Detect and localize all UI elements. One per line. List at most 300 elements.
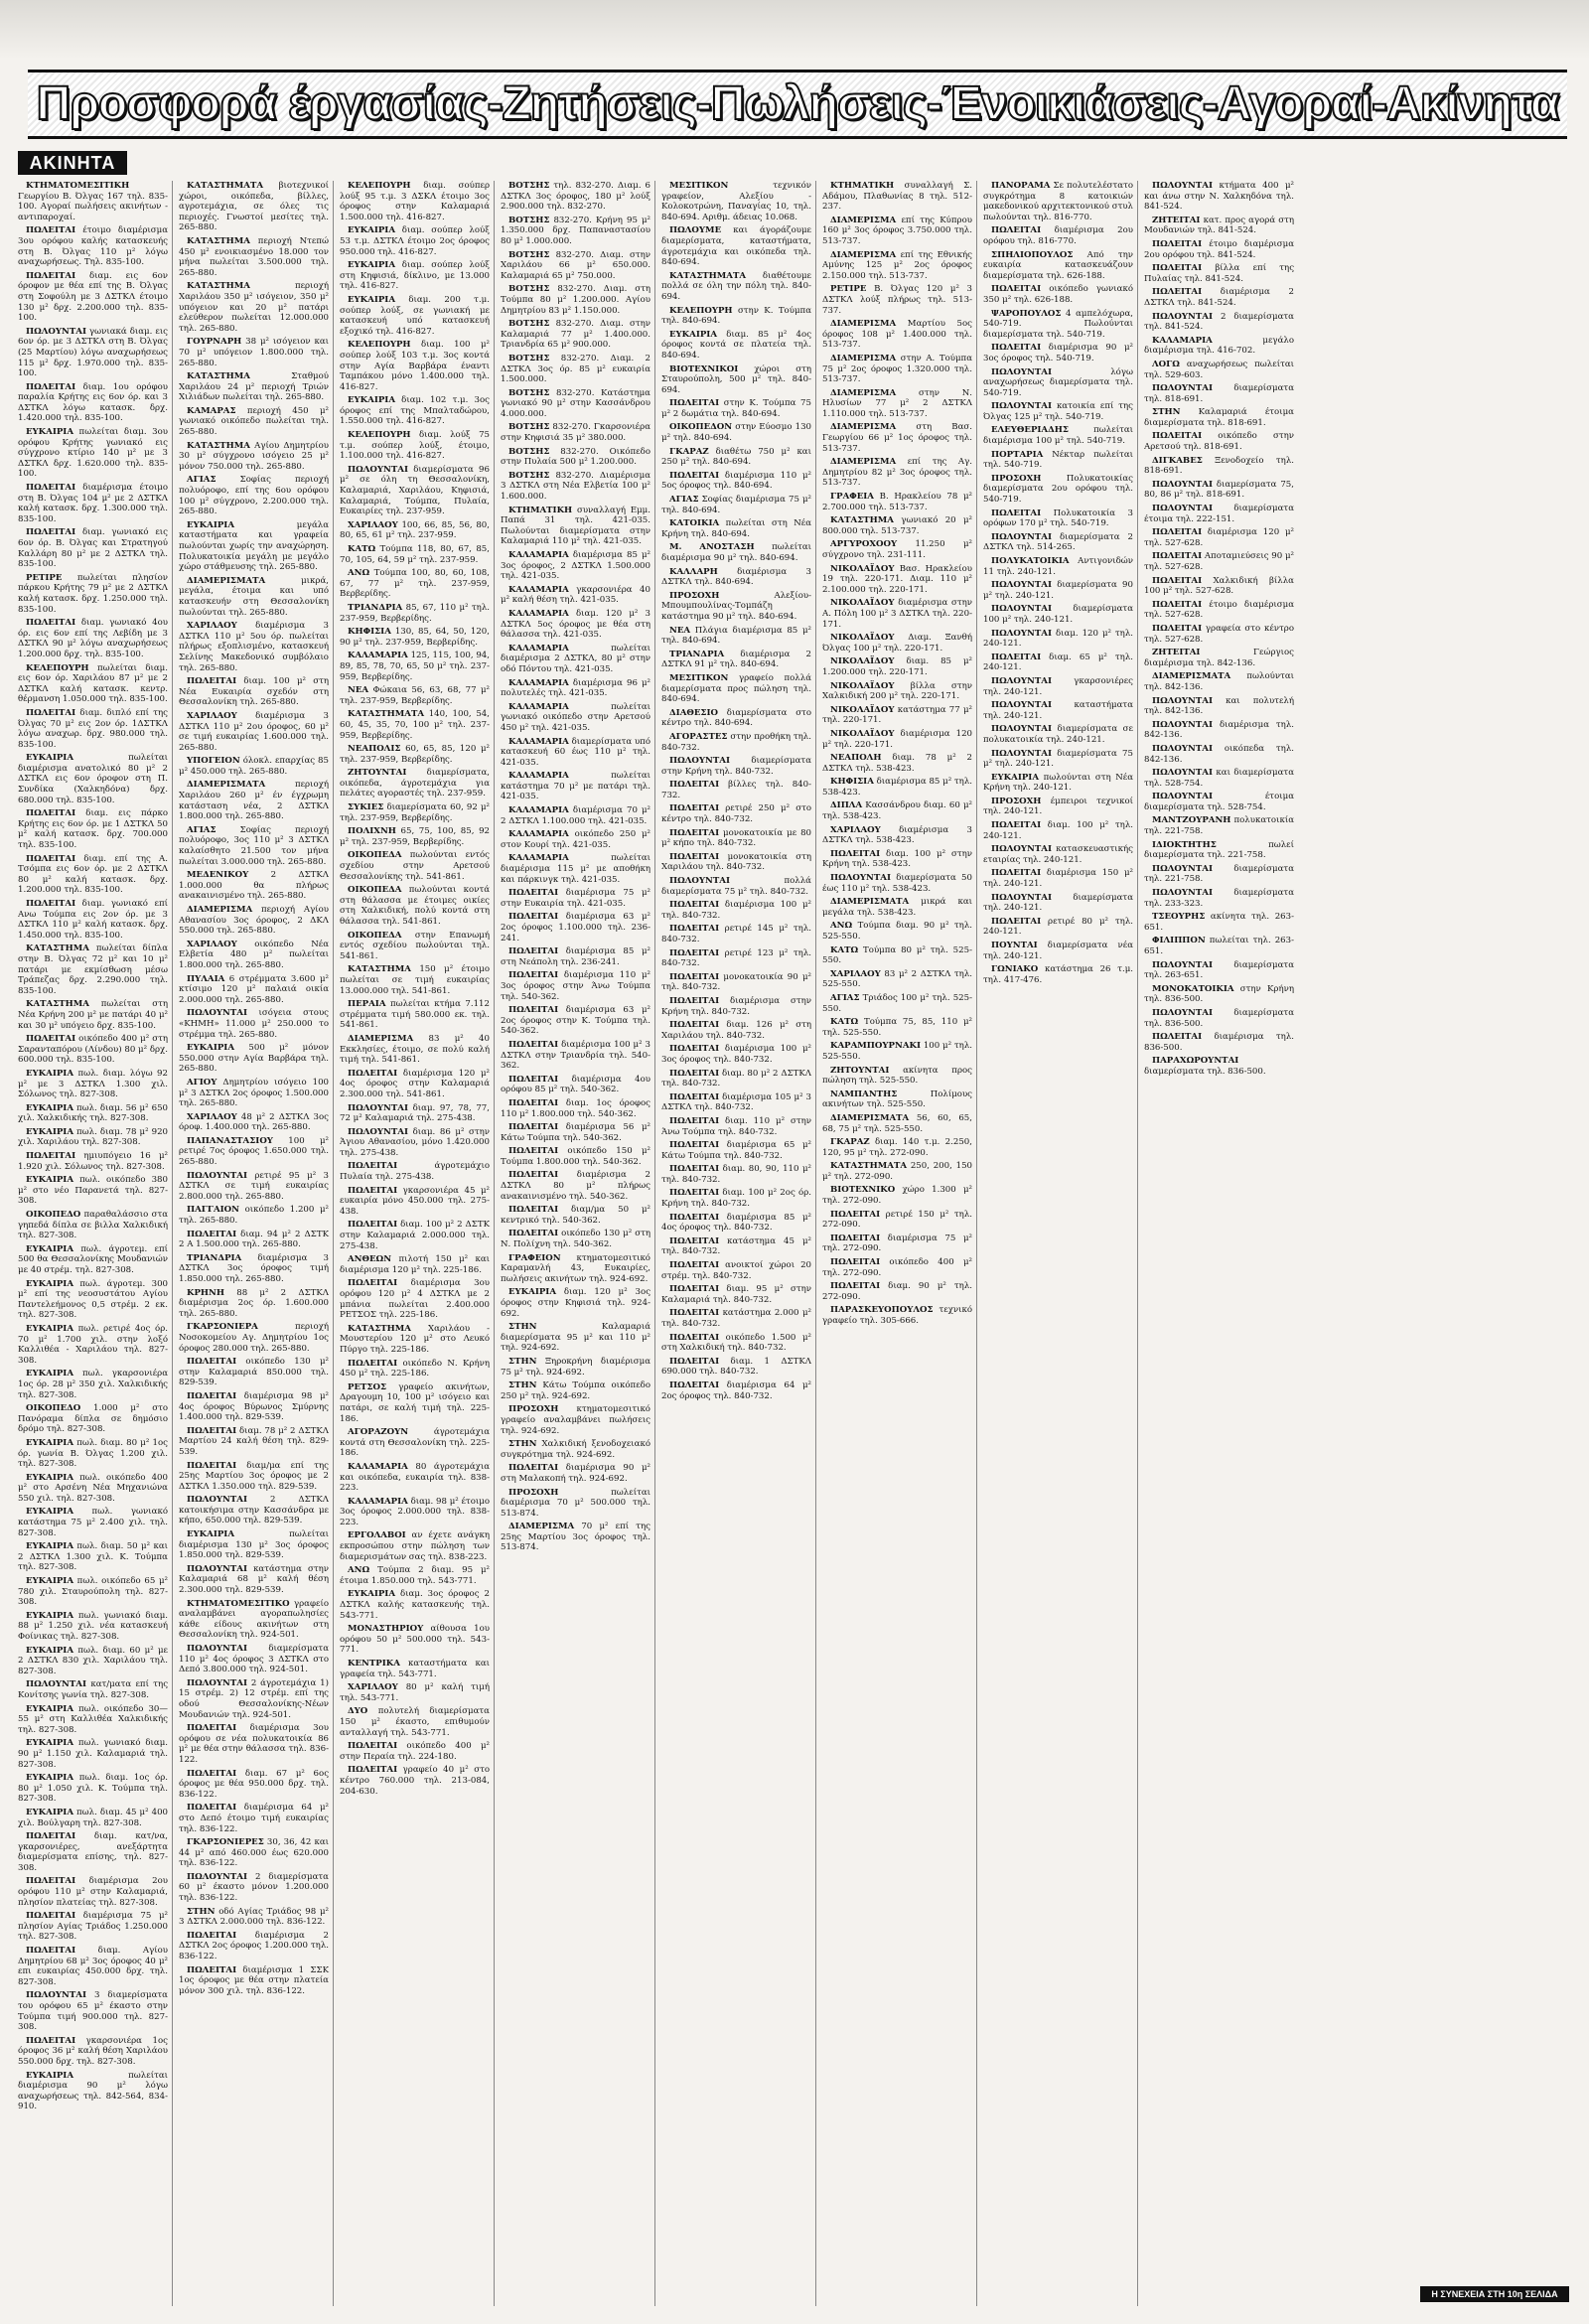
ad-text: διαμέρισμα 75 μ² τηλ. 272-090. xyxy=(822,1233,972,1254)
classified-ad xyxy=(179,1769,329,1801)
ad-keyword: ΠΩΛΕΙΤΑΙ xyxy=(1152,1032,1203,1043)
ad-keyword: ΠΩΛΟΥΝΤΑΙ xyxy=(187,1677,247,1688)
classified-ad xyxy=(983,580,1133,601)
classified-ad xyxy=(179,520,329,573)
classified-ad xyxy=(179,281,329,334)
ad-text: κατασκευαστικής εταιρίας τηλ. 240-121. xyxy=(983,844,1133,865)
classified-ad xyxy=(18,899,168,941)
classified-ad xyxy=(983,474,1133,506)
classified-ad xyxy=(661,181,811,222)
ad-text: 85, 67, 110 μ² τηλ. 237-959, Βερβερίδης. xyxy=(340,602,490,624)
ad-text: περιοχή Ντεπώ 450 μ² ενοικιασμένο 18.000 τον μήνα πωλείται 3.500.000 τηλ. 265-880. xyxy=(179,235,330,278)
classified-ad xyxy=(983,225,1133,246)
ad-text: 83 μ² 40 Εκκλησίες, έτοιμο, σε πολύ καλή τιμή τηλ. 541-861. xyxy=(340,1033,490,1066)
classified-ad xyxy=(983,868,1133,889)
classified-ad xyxy=(179,1599,329,1641)
ad-text: πωλ. διαμ. 60 μ² με 2 ΔΣΤΚΛ 830 χιλ. Χαριλάου τηλ. 827-308. xyxy=(18,1645,169,1676)
ad-keyword: ΟΙΚΟΠΕΔΟ xyxy=(26,1210,81,1221)
classified-ad xyxy=(822,945,972,966)
classified-ad xyxy=(179,974,329,1006)
ad-keyword: ΚΗΦΙΣΙΑ xyxy=(830,777,874,788)
ad-keyword: ΠΩΛΕΙΤΑΙ xyxy=(830,848,881,859)
ad-text: διαμ. 85 μ² 4ος όροφος κοντά σε πλατεία τηλ. 840-694. xyxy=(661,329,812,361)
ad-keyword: ΚΑΤΑΣΤΗΜΑ xyxy=(26,944,89,954)
ad-text: πωλείται διαμέρισμα 115 μ² με αποθήκη και πάρκινγκ τηλ. 421-035. xyxy=(501,853,650,885)
ad-text: οικόπεδο 150 μ² Τούμπα 1.800.000 τηλ. 540-362. xyxy=(501,1146,650,1167)
ad-text: διαμ. 100 μ² τηλ. 240-121. xyxy=(983,820,1134,841)
ad-keyword: ΕΥΚΑΙΡΙΑ xyxy=(26,1738,73,1749)
ad-keyword: ΙΔΙΟΚΤΗΤΗΣ xyxy=(1152,839,1217,850)
ad-keyword: ΠΩΛΕΙΤΑΙ xyxy=(830,1233,881,1243)
ad-keyword: ΠΩΛΕΙΤΑΙ xyxy=(830,1209,881,1220)
ad-keyword: ΠΩΛΕΙΤΑΙ xyxy=(26,808,76,819)
classified-ad xyxy=(340,395,490,427)
ad-text: Ξηροκρήνη διαμέρισμα 75 μ² τηλ. 924-692. xyxy=(501,1356,650,1378)
classified-ad xyxy=(340,1220,490,1251)
ad-keyword: ΚΑΤΑΣΤΗΜΑ xyxy=(830,515,894,526)
classified-ad xyxy=(501,1098,650,1119)
classified-ad xyxy=(18,527,168,569)
ad-text: Αλεξίου-Μπουμπουλίνας-Τομπάζη κατάστημα 90 μ² τηλ. 840-694. xyxy=(661,590,811,622)
classified-ad xyxy=(822,1281,972,1302)
ad-keyword: ΒΟΤΣΗΣ xyxy=(508,284,550,295)
ad-text: οικόπεδο γωνιακό 350 μ² τηλ. 626-188. xyxy=(983,284,1133,305)
ad-keyword: ΚΑΛΑΜΑΡΙΑ xyxy=(508,608,569,619)
classified-ad xyxy=(661,1357,811,1378)
ad-text: Τούμπα 2 διαμ. 95 μ² έτοιμα 1.850.000 τηλ. 543-771. xyxy=(340,1565,490,1586)
classified-ad xyxy=(18,808,168,850)
ad-text: 832-270. Διαμ. στην Καλαμαριά 77 μ² 1.400.000. Τριανδρία 65 μ² 900.000. xyxy=(501,319,651,351)
ad-keyword: ΠΩΛΕΙΤΑΙ xyxy=(991,284,1042,295)
classified-ad xyxy=(1144,671,1294,692)
ad-text: 38 μ² ισόγειον και 70 μ² υπόγειον 1.800.000 τηλ. 265-880. xyxy=(179,337,329,368)
classified-ad xyxy=(18,1990,168,2032)
ad-text: 832-270. Γκαρσονιέρα στην Κηφισιά 35 μ² 380.000. xyxy=(501,422,650,444)
ad-text: διαμερίσματα τηλ. 263-651. xyxy=(1144,959,1294,981)
ad-keyword: ΠΩΛΟΥΝΤΑΙ xyxy=(991,401,1052,412)
classified-ad xyxy=(340,768,490,799)
classified-ad xyxy=(661,708,811,729)
ad-text: διαμ. 120 μ² 3 ΔΣΤΚΛ 5ος όροφος με θέα στη θάλασσα τηλ. 421-035. xyxy=(501,608,650,641)
ad-text: διαμερίσματα 60, 92 μ² τηλ. 237-959, Βερβερίδης. xyxy=(340,802,490,823)
ad-keyword: ΒΟΤΣΗΣ xyxy=(508,249,550,260)
ad-keyword: ΝΙΚΟΛΑΪΔΟΥ xyxy=(830,598,895,609)
ad-text: μονοκατοικία με 80 μ² κήπο τηλ. 840-732. xyxy=(661,827,811,849)
classified-ad xyxy=(179,1803,329,1834)
ad-text: διαμέρισμα 2ου ορόφου τηλ. 816-770. xyxy=(983,225,1133,246)
classified-ad xyxy=(18,1324,168,1366)
classified-ad xyxy=(1144,936,1294,956)
ad-keyword: ΠΩΛΕΙΤΑΙ xyxy=(669,1164,720,1175)
ad-keyword: ΠΟΛΙΧΝΗ xyxy=(348,826,396,837)
ad-keyword: ΠΑΠΑΝΑΣΤΑΣΙΟΥ xyxy=(187,1135,273,1146)
classified-ad xyxy=(1144,888,1294,909)
classified-ad xyxy=(1144,336,1294,357)
ad-keyword: ΒΟΤΣΗΣ xyxy=(508,387,550,398)
classified-ad xyxy=(661,1333,811,1354)
ad-keyword: ΑΡΓΥΡΟΧΟΟΥ xyxy=(830,539,898,550)
classified-ad xyxy=(661,996,811,1017)
ad-text: Σοφίας περιοχή πολυόροφο, 3ος 110 μ² 3 ΔΣΤΚΛ καλαίσθητο 21.500 τον μήνα πωλείται 3.000.000 τηλ. 265-880. xyxy=(179,824,329,867)
classified-ad xyxy=(661,1284,811,1305)
ad-text: πωλ. διαμ. 56 μ² 650 χιλ. Χαλκιδικής τηλ. 827-308. xyxy=(18,1102,168,1124)
ad-keyword: ΠΩΛΟΥΝΤΑΙ xyxy=(187,1495,247,1506)
ad-text: Αποταμιεύσεις 90 μ² τηλ. 527-628. xyxy=(1144,551,1295,572)
ad-text: διαμέρισμα 110 μ² 3ος όροφος στην Άνω Τούμπα τηλ. 540-362. xyxy=(501,970,650,1002)
classified-ad xyxy=(18,1210,168,1241)
ad-keyword: ΠΩΛΟΥΝΤΑΙ xyxy=(991,366,1052,377)
ad-keyword: ΚΑΤΑΣΤΗΜΑ xyxy=(187,371,250,382)
ad-keyword: ΚΑΡΑΜΠΟΥΡΝΑΚΙ xyxy=(830,1041,921,1052)
classified-ad xyxy=(501,1404,650,1436)
classified-ad xyxy=(501,970,650,1002)
ad-keyword: ΟΙΚΟΠΕΔΑ xyxy=(348,930,402,941)
ad-text: αίθουσα 1ου ορόφου 50 μ² 500.000 τηλ. 543-771. xyxy=(340,1624,490,1656)
classified-ad xyxy=(340,931,490,962)
ad-keyword: ΑΓΙΑΣ xyxy=(669,495,699,506)
ad-keyword: ΕΥΚΑΙΡΙΑ xyxy=(26,1278,73,1289)
ad-text: οικόπεδο 400 μ² τηλ. 272-090. xyxy=(822,1257,972,1278)
classified-ad xyxy=(661,591,811,623)
ad-text: διαμερίσματα 96 μ² σε όλη τη Θεσσαλονίκη, Καλαμαριά, Χαριλάου, Κηφισιά, Καλαμαριά, Τούμπα, Πυλαία, Ευκαιρίες τηλ. 237-959. xyxy=(340,464,490,517)
classified-ad xyxy=(501,1205,650,1226)
ad-text: επί της Εθνικής Αμύνης 125 μ² 2ος όροφος 2.150.000 τηλ. 513-737. xyxy=(822,249,972,281)
ad-keyword: ΕΥΚΑΙΡΙΑ xyxy=(669,329,717,340)
ad-keyword: ΠΩΛΕΙΤΑΙ xyxy=(1152,575,1203,586)
ad-text: πιλοτή 150 μ² και διαμέρισμα 120 μ² τηλ. 225-186. xyxy=(340,1254,491,1275)
ad-keyword: ΠΩΛΟΥΝΤΑΙ xyxy=(1152,719,1213,730)
ad-text: διαμερίσματα 110 μ² 4ος όροφος 3 ΔΣΤΚΛ στο Δεπό 3.800.000 τηλ. 924-501. xyxy=(179,1644,329,1675)
ad-keyword: ΠΩΛΕΙΤΑΙ xyxy=(1152,287,1203,298)
ad-text: Αντιγονιδών 11 τηλ. 240-121. xyxy=(983,556,1133,577)
ad-text: κτήματα 400 μ² και άνω στην Ν. Χαλκηδόνα τηλ. 841-524. xyxy=(1144,181,1294,213)
classified-ad xyxy=(179,1837,329,1869)
classified-ad xyxy=(179,1171,329,1203)
ad-text: 100, 66, 85, 56, 80, 80, 65, 61 μ² τηλ. 237-959. xyxy=(340,519,490,541)
classified-ad xyxy=(340,260,490,292)
classified-ad xyxy=(340,1034,490,1066)
classified-ad xyxy=(1144,1032,1294,1053)
ad-keyword: ΑΓΙΑΣ xyxy=(187,475,217,486)
ad-text: γωνιακό 20 μ² 800.000 τηλ. 513-737. xyxy=(822,515,973,536)
ad-keyword: ΚΑΛΑΜΑΡΙΑ xyxy=(508,805,569,816)
ad-keyword: ΕΡΓΟΛΑΒΟΙ xyxy=(348,1530,406,1541)
ad-keyword: ΠΩΛΕΙΤΑΙ xyxy=(26,1911,76,1922)
classified-ad xyxy=(983,284,1133,305)
ad-keyword: ΚΑΛΑΜΑΡΙΑ xyxy=(508,771,569,782)
ad-text: οικόπεδο στην Αρετσού τηλ. 818-691. xyxy=(1144,431,1294,453)
ad-text: διαμ. 67 μ² 6ος όροφος με θέα 950.000 δρχ. τηλ. 836-122. xyxy=(179,1768,330,1800)
classified-ad xyxy=(1144,407,1294,428)
ad-keyword: ΠΩΛΟΥΝΤΑΙ xyxy=(830,873,891,884)
classified-ad xyxy=(179,1564,329,1596)
ad-text: γραφείο αναλαμβάνει αγοραπωλησίες κάθε είδους ακινήτων στη Θεσσαλονίκη τηλ. 924-501. xyxy=(179,1598,329,1641)
ad-keyword: ΔΙΑΜΕΡΙΣΜΑ xyxy=(348,1033,414,1044)
ad-keyword: ΠΩΛΕΙΤΑΙ xyxy=(1152,527,1203,538)
ad-text: διαμ. σούπερ λούξ 53 τ.μ. ΔΣΤΚΛ έτοιμο 2ος όροφος 950.000 τηλ. 416-827. xyxy=(340,225,490,257)
classified-ad xyxy=(340,1765,490,1797)
ad-keyword: ΔΙΑΜΕΡΙΣΜΑ xyxy=(830,387,897,398)
classified-ad xyxy=(983,532,1133,553)
classified-ad xyxy=(340,1706,490,1738)
ad-text: πωλ. διαμ. λόγω 92 μ² με 3 ΔΣΤΚΛ 1.300 χιλ. Σόλωνος τηλ. 827-308. xyxy=(18,1068,168,1100)
ad-keyword: ΚΑΤΑΣΤΗΜΑΤΑ xyxy=(187,181,264,191)
classified-ad xyxy=(340,1565,490,1586)
ad-keyword: ΕΥΚΑΙΡΙΑ xyxy=(26,1773,73,1784)
ad-keyword: ΠΩΛΕΙΤΑΙ xyxy=(348,1278,398,1289)
classified-ad xyxy=(179,1495,329,1526)
classified-ad xyxy=(661,1092,811,1113)
classified-ad xyxy=(340,999,490,1031)
ad-keyword: ΚΑΤΑΣΤΗΜΑΤΑ xyxy=(669,270,747,281)
column-1 xyxy=(18,181,173,2306)
ad-keyword: ΠΩΛΕΙΤΑΙ xyxy=(669,1068,720,1079)
ad-text: οικόπεδο 1.500 μ² στη Χαλκιδική τηλ. 840-732. xyxy=(661,1332,811,1354)
ad-text: 2 ΔΣΤΚΛ 1.000.000 θα πλήρως ανακαινισμένο τηλ. 265-880. xyxy=(179,870,330,902)
classified-ad xyxy=(983,181,1133,222)
ad-keyword: ΕΥΚΑΙΡΙΑ xyxy=(26,2070,73,2081)
ad-text: πολυτελή διαμερίσματα 150 μ² έκαστο, επιθυμούν ανταλλαγή τηλ. 543-771. xyxy=(340,1706,490,1738)
ad-keyword: ΧΑΡΙΛΑΟΥ xyxy=(348,1682,398,1693)
classified-ad xyxy=(822,777,972,798)
ad-text: διαμ. κατ/να, γκαρσονιέρες, ανεξάρτητα διαμερίσματα επίσης, τηλ. 827-308. xyxy=(18,1831,168,1873)
continuation-note: Η ΣΥΝΕΧΕΙΑ ΣΤΗ 10η ΣΕΛΙΔΑ xyxy=(1420,2286,1569,2302)
ad-keyword: ΒΙΟΤΕΧΝΙΚΟ xyxy=(830,1185,896,1196)
ad-keyword: ΝΙΚΟΛΑΪΔΟΥ xyxy=(830,680,895,691)
classified-ad xyxy=(501,550,650,582)
classified-ad xyxy=(179,1043,329,1075)
ad-keyword: ΠΩΛΕΙΤΑΙ xyxy=(348,1358,398,1369)
classified-ad xyxy=(661,1188,811,1209)
ad-keyword: ΠΩΛΟΥΝΤΑΙ xyxy=(1152,695,1213,706)
ad-text: πωλείται στη Νέα Κρήνη τηλ. 840-694. xyxy=(661,518,811,539)
ad-keyword: ΕΥΚΑΙΡΙΑ xyxy=(26,1437,73,1448)
classified-ad xyxy=(822,1017,972,1038)
classified-ad xyxy=(1144,360,1294,380)
masthead-title: Προσφορά έργασίας-Ζητήσεις-Πωλήσεις-Ένοικιάσεις-Αγοραί-Ακίνητα xyxy=(36,77,1559,130)
ad-keyword: ΠΩΛΕΙΤΑΙ xyxy=(26,1831,76,1842)
ad-keyword: ΠΩΛΟΥΝΤΑΙ xyxy=(187,1563,247,1574)
classified-ad xyxy=(822,1041,972,1062)
ad-text: διαμ/μα 50 μ² κεντρικό τηλ. 540-362. xyxy=(501,1205,650,1226)
ad-text: διαμέρισμα 70 μ² 2 ΔΣΤΚΛ 1.100.000 τηλ. 421-035. xyxy=(501,805,650,826)
ad-text: πωλ. διαμ. 80 μ² 1ος όρ. γωνία Β. Όλγας 1.200 χιλ. τηλ. 827-308. xyxy=(18,1437,168,1470)
ad-text: γκαρσονιέρα 45 μ² ευκαιρία μόνο 450.000 τηλ. 275-438. xyxy=(340,1185,490,1217)
ad-text: Από την ευκαιρία κατασκευάζουν διαμερίσματα τηλ. 626-188. xyxy=(983,249,1134,281)
classified-ad xyxy=(1144,768,1294,789)
classified-ad xyxy=(340,1359,490,1380)
ad-text: αναχωρήσεως πωλείται τηλ. 529-603. xyxy=(1144,359,1295,380)
ad-keyword: Μ. ΑΝΟΣΤΑΣΗ xyxy=(669,542,755,553)
classified-ad xyxy=(179,1253,329,1285)
classified-ad xyxy=(1144,576,1294,597)
ad-text: διαμέρισμα 110 μ² 5ος όροφος τηλ. 840-694. xyxy=(661,470,811,492)
ad-text: Κάτω Τούμπα οικόπεδο 250 μ² τηλ. 924-692. xyxy=(501,1380,650,1401)
classified-ad xyxy=(501,1439,650,1460)
classified-ad xyxy=(822,457,972,489)
ad-text: πωλ. ρετιρέ 4ος όρ. 70 μ² 1.700 χιλ. στην λοξό Καλλιθέα - Χαριλάου τηλ. 827-308. xyxy=(18,1323,168,1366)
ad-keyword: ΚΤΗΜΑΤΟΜΕΣΙΤΙΚΟ xyxy=(187,1598,290,1609)
classified-ad xyxy=(179,711,329,753)
ad-keyword: ΓΩΝΙΑΚΟ xyxy=(991,964,1039,975)
ad-keyword: ΖΗΤΕΙΤΑΙ xyxy=(1152,215,1201,225)
ad-text: διαμ. 126 μ² στη Χαριλάου τηλ. 840-732. xyxy=(661,1020,812,1041)
ad-keyword: ΠΩΛΕΙΤΑΙ xyxy=(348,1741,398,1752)
classified-ad xyxy=(340,964,490,996)
ad-text: διαμ. 200 τ.μ. σούπερ λούξ, σε γωνιακή με κατασκευή υπό κατασκευή εξοχικό τηλ. 416-827. xyxy=(340,294,490,337)
classified-ad xyxy=(661,306,811,327)
classified-ad xyxy=(340,1103,490,1124)
ad-text: μικρά, μεγάλα, έτοιμα και υπό κατασκευήν στη Θεσσαλονίκη πωλούνται τηλ. 265-880. xyxy=(179,575,329,618)
ad-keyword: ΒΟΤΣΗΣ xyxy=(508,422,550,433)
ad-text: πωλείται διαμέρισμα 100 μ² τηλ. 540-719. xyxy=(983,425,1133,447)
ad-text: διαμέρισμα 85 μ² 3ος όροφος, 2 ΔΣΤΚΛ 1.500.000 τηλ. 421-035. xyxy=(501,550,650,582)
ad-keyword: ΠΑΝΟΡΑΜΑ xyxy=(991,181,1051,191)
ad-keyword: ΠΩΛΕΙΤΑΙ xyxy=(669,924,720,935)
ad-text: συναλλαγή Σ. Αδάμου, Πλαθωνίας 8 τηλ. 512-237. xyxy=(822,181,973,213)
ad-text: Σταθμού Χαριλάου 24 μ² περιοχή Τριών Χιλιάδων πωλείται τηλ. 265-880. xyxy=(179,371,329,403)
ad-text: 88 μ² 2 ΔΣΤΚΛ διαμέρισμα 2ος όρ. 1.600.000 τηλ. 265-880. xyxy=(179,1287,329,1319)
ad-text: στην Κ. Τούμπα 75 μ² 2 δωμάτια τηλ. 840-694. xyxy=(661,398,811,419)
classified-ad xyxy=(822,250,972,282)
classified-ad xyxy=(822,921,972,942)
classified-ad xyxy=(179,676,329,708)
ad-text: περιοχή Νοσοκομείου Αγ. Δημητρίου 1ος όροφος 280.000 τηλ. 265-880. xyxy=(179,1322,329,1354)
classified-ad xyxy=(822,1089,972,1110)
classified-ad xyxy=(1144,216,1294,236)
ad-text: έτοιμο διαμέρισμα 2ου ορόφου τηλ. 841-524. xyxy=(1144,238,1294,260)
ad-keyword: ΝΕΑ xyxy=(348,685,369,696)
ad-text: διαμέρισμα στην Κρήνη τηλ. 840-732. xyxy=(661,995,811,1017)
ad-keyword: ΠΩΛΕΙΤΑΙ xyxy=(26,899,76,909)
classified-ad xyxy=(179,1230,329,1250)
classified-ad xyxy=(340,1382,490,1424)
ad-keyword: ΕΥΚΑΙΡΙΑ xyxy=(26,1369,73,1380)
ad-keyword: ΒΟΤΣΗΣ xyxy=(508,446,550,457)
classified-ad xyxy=(661,518,811,539)
ad-keyword: ΠΩΛΕΙΤΑΙ xyxy=(669,780,720,791)
classified-ad xyxy=(661,567,811,588)
classified-ad xyxy=(661,924,811,944)
classified-ad xyxy=(822,633,972,654)
ad-text: πωλείται διαμέρισμα 130 μ² 3ος όροφος 1.850.000 τηλ. 829-539. xyxy=(179,1529,329,1561)
classified-ad xyxy=(340,1069,490,1100)
ad-keyword: ΠΩΛΕΙΤΑΙ xyxy=(669,995,720,1006)
classified-ad xyxy=(661,1380,811,1401)
classified-ad xyxy=(983,893,1133,914)
ad-text: στην προθήκη τηλ. 840-732. xyxy=(661,731,811,753)
ad-text: πωλείται διαμέρισμα 2 ΔΣΤΚΛ, 80 μ² στην οδό Πόντου τηλ. 421-035. xyxy=(501,643,650,674)
ad-text: διαμ. 65 μ² τηλ. 240-121. xyxy=(983,652,1134,673)
ad-keyword: ΠΩΛΕΙΤΑΙ xyxy=(991,343,1042,354)
ad-text: διαμέρισμα 120 μ² τηλ. 527-628. xyxy=(1144,527,1294,548)
ad-text: οικόπεδο 130 μ² στην Καλαμαριά 850.000 τηλ. 829-539. xyxy=(179,1357,329,1388)
ad-text: στην Εύοσμο 130 μ² τηλ. 840-694. xyxy=(661,422,812,444)
classified-ad xyxy=(340,802,490,823)
classified-ad xyxy=(1144,383,1294,404)
ad-text: πωλ. διαμ. 50 μ² και 2 ΔΣΤΚΛ 1.300 χιλ. Κ. Τούμπα τηλ. 827-308. xyxy=(18,1541,169,1573)
ad-text: 2 ΔΣΤΚΛ κατοικήσιμα στην Κασσάνδρα με κήπο, 650.000 τηλ. 829-539. xyxy=(179,1495,330,1526)
ad-keyword: ΠΩΛΟΥΝΤΑΙ xyxy=(1152,383,1213,394)
ad-keyword: ΕΥΚΑΙΡΙΑ xyxy=(26,1645,73,1656)
ad-keyword: ΠΑΡΑΣΚΕΥΟΠΟΥΛΟΣ xyxy=(830,1305,934,1316)
ad-keyword: ΠΩΛΕΙΤΑΙ xyxy=(1152,551,1203,562)
ad-keyword: ΠΩΛΕΙΤΑΙ xyxy=(508,1463,559,1474)
classified-ad xyxy=(340,1186,490,1218)
classified-ad xyxy=(822,181,972,213)
ad-keyword: ΚΑΛΑΜΑΡΙΑ xyxy=(508,736,569,747)
classified-ad xyxy=(822,1137,972,1158)
ad-keyword: ΠΩΛΕΙΤΑΙ xyxy=(508,1205,559,1216)
ad-text: ανοικτοί χώροι 20 στρέμ. τηλ. 840-732. xyxy=(661,1260,812,1281)
ad-keyword: ΠΩΛΕΙΤΑΙ xyxy=(348,1161,398,1172)
ad-text: οικόπεδο 250 μ² στον Κουρί τηλ. 421-035. xyxy=(501,829,651,850)
ad-keyword: ΚΑΤΑΣΤΗΜΑΤΑ xyxy=(830,1161,908,1172)
classified-ad xyxy=(661,1140,811,1161)
classified-ad xyxy=(18,1127,168,1148)
classified-ad xyxy=(18,1244,168,1276)
classified-ad xyxy=(501,1322,650,1354)
ad-keyword: ΟΙΚΟΠΕΔΟ xyxy=(26,1403,81,1414)
classified-ad xyxy=(983,309,1133,341)
ad-text: πωλείται πλησίον πάρκου Κρήτης 79 μ² με 2 ΔΣΤΚΛ καλή κατασκ. δρχ. 1.250.000 τηλ. 835-100. xyxy=(18,572,168,615)
classified-ad xyxy=(822,993,972,1014)
ad-text: πωλ. άγροτεμ. επί 500 θα Θεσσαλονίκης Μουδανιών με 40 στρέμ. τηλ. 827-308. xyxy=(18,1243,168,1275)
ad-keyword: ΑΝΩ xyxy=(830,921,853,932)
classified-ad xyxy=(983,556,1133,577)
classified-ad xyxy=(18,1403,168,1435)
ad-keyword: ΕΥΚΑΙΡΙΑ xyxy=(26,1243,73,1254)
ad-keyword: ΠΩΛΟΥΝΤΑΙ xyxy=(1152,181,1213,191)
classified-ad xyxy=(179,1426,329,1458)
classified-ad xyxy=(822,564,972,596)
ad-keyword: ΠΡΟΣΟΧΗ xyxy=(508,1487,559,1498)
ad-keyword: ΠΩΛΕΙΤΑΙ xyxy=(187,1460,237,1471)
classified-ad xyxy=(501,1522,650,1553)
classified-ad xyxy=(1144,456,1294,477)
ad-text: διαμέρισμα τηλ. 836-500. xyxy=(1144,1032,1295,1053)
ad-keyword: ΕΥΚΑΙΡΙΑ xyxy=(26,1541,73,1552)
classified-ad xyxy=(18,1738,168,1770)
ad-keyword: ΠΩΛΟΥΝΤΑΙ xyxy=(1152,1007,1213,1018)
ad-keyword: ΝΙΚΟΛΑΪΔΟΥ xyxy=(830,656,895,667)
classified-ad xyxy=(340,685,490,706)
ad-text: διαμερίσματα 75 μ² τηλ. 240-121. xyxy=(983,748,1133,770)
classified-ad xyxy=(18,1438,168,1470)
ad-keyword: ΠΩΛΕΙΤΑΙ xyxy=(26,853,76,864)
ad-keyword: ΠΩΛΟΥΝΤΑΙ xyxy=(26,1990,86,2001)
ad-text: διαμέρισμα 3ου ορόφου 120 μ² 4 ΔΣΤΚΛ με 2 μπάνια πωλείται 2.400.000 ΡΕΤΣΟΣ τηλ. 225-186. xyxy=(340,1278,490,1321)
classified-ad xyxy=(501,1005,650,1037)
ad-text: διαμερίσματα νέα τηλ. 240-121. xyxy=(983,941,1133,961)
ad-keyword: ΑΝΩ xyxy=(348,1565,370,1576)
ad-text: λόγω αναχωρήσεως διαμερίσματα τηλ. 540-719. xyxy=(983,366,1133,398)
ad-keyword: ΠΩΛΕΙΤΑΙ xyxy=(1152,599,1203,610)
ad-text: διαμ. 100 μ² στην Κρήνη τηλ. 538-423. xyxy=(822,848,972,870)
ad-keyword: ΔΙΑΜΕΡΙΣΜΑ xyxy=(187,905,253,915)
classified-ad xyxy=(983,797,1133,817)
classified-ad xyxy=(179,870,329,902)
classified-ad xyxy=(1144,312,1294,333)
column-3 xyxy=(340,181,495,2306)
ad-keyword: ΚΕΛΕΠΟΥΡΗ xyxy=(669,305,733,316)
ad-keyword: ΠΩΛΕΙΤΑΙ xyxy=(26,527,76,538)
ad-text: διαμ. 1ου ορόφου παραλία Κρήτης εις 6ον όρ. και 3 ΔΣΤΚΛ λόγω κατασκ. δρχ. 1.420.000 τηλ. 835-100. xyxy=(18,381,169,424)
ad-text: πωλείται στη Νέα Κρήνη 200 μ² με πατάρι 40 μ² και 30 μ² υπόγειο δρχ. 835-100. xyxy=(18,999,169,1031)
ad-text: διαμέρισμα 2 ΔΣΤΚΛ 80 μ² πλήρως ανακαινισμένο τηλ. 540-362. xyxy=(501,1170,650,1202)
ad-keyword: ΤΣΕΟΥΡΗΣ xyxy=(1152,912,1206,923)
ad-text: διαμέρισμα 2 ΔΣΤΚΛ τηλ. 841-524. xyxy=(1144,287,1294,308)
